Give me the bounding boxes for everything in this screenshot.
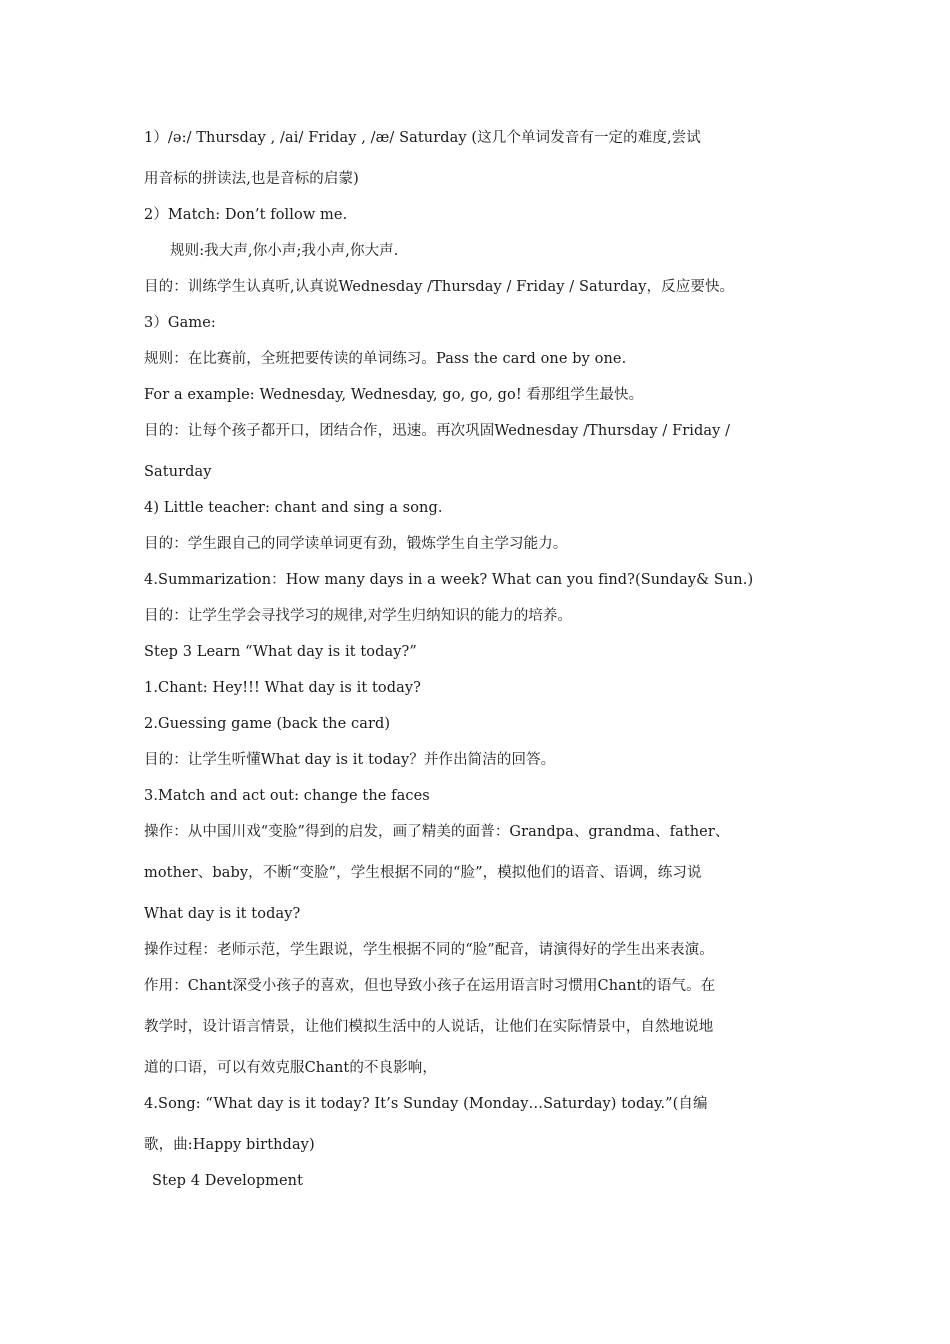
game-purpose: 目的：让每个孩子都开口，团结合作，迅速。再次巩固Wednesday /Thursday / Friday / — [144, 423, 731, 439]
match-act-heading: 3.Match and act out: change the faces — [144, 788, 430, 804]
game-example: For a example: Wednesday, Wednesday, go, go, go! 看那组学生最快。 — [144, 387, 644, 403]
phonics-line-continued: 用音标的拼读法,也是音标的启蒙) — [144, 171, 359, 187]
step3-heading: Step 3 Learn “What day is it today?” — [144, 644, 417, 660]
effect-line-end: 道的口语，可以有效克服Chant的不良影响， — [144, 1060, 437, 1076]
operation-process: 操作过程：老师示范，学生跟说，学生根据不同的“脸”配音，请演得好的学生出来表演。 — [144, 942, 714, 958]
phonics-line: 1）/ə:/ Thursday , /ai/ Friday , /æ/ Saturday (这几个单词发音有一定的难度,尝试 — [144, 130, 701, 146]
match-purpose: 目的：训练学生认真听,认真说Wednesday /Thursday / Friday / Saturday，反应要快。 — [144, 279, 735, 295]
chant-line: 1.Chant: Hey!!! What day is it today? — [144, 680, 422, 696]
game-rule: 规则：在比赛前，全班把要传读的单词练习。Pass the card one by one. — [144, 351, 627, 367]
match-rule: 规则:我大声,你小声;我小声,你大声. — [170, 243, 399, 259]
little-teacher-heading: 4) Little teacher: chant and sing a song. — [144, 500, 443, 516]
guessing-game-line: 2.Guessing game (back the card) — [144, 716, 391, 732]
summarization-heading: 4.Summarization：How many days in a week? What can you find?(Sunday& Sun.) — [144, 572, 754, 588]
summarization-purpose: 目的：让学生学会寻找学习的规律,对学生归纳知识的能力的培养。 — [144, 608, 573, 624]
song-line-continued: 歌，曲:Happy birthday) — [144, 1137, 315, 1153]
step4-heading: Step 4 Development — [152, 1173, 303, 1189]
effect-line-continued: 教学时，设计语言情景，让他们模拟生活中的人说话，让他们在实际情景中，自然地说地 — [144, 1019, 714, 1035]
little-teacher-purpose: 目的：学生跟自己的同学读单词更有劲，锻炼学生自主学习能力。 — [144, 536, 568, 552]
operation-line-continued: mother、baby，不断“变脸”，学生根据不同的“脸”，模拟他们的语音、语调，练习说 — [144, 865, 702, 881]
match-heading: 2）Match: Don’t follow me. — [144, 207, 348, 223]
operation-line: 操作：从中国川戏“变脸”得到的启发，画了精美的面普：Grandpa、grandma、father、 — [144, 824, 730, 840]
game-purpose-continued: Saturday — [144, 464, 212, 480]
guessing-game-purpose: 目的：让学生听懂What day is it today？并作出简洁的回答。 — [144, 752, 556, 768]
song-line: 4.Song: “What day is it today? It’s Sunday (Monday…Saturday) today.”(自编 — [144, 1096, 708, 1112]
effect-line: 作用：Chant深受小孩子的喜欢，但也导致小孩子在运用语言时习惯用Chant的语气。在 — [144, 978, 716, 994]
operation-line-end: What day is it today? — [144, 906, 301, 922]
game-heading: 3）Game: — [144, 315, 216, 331]
